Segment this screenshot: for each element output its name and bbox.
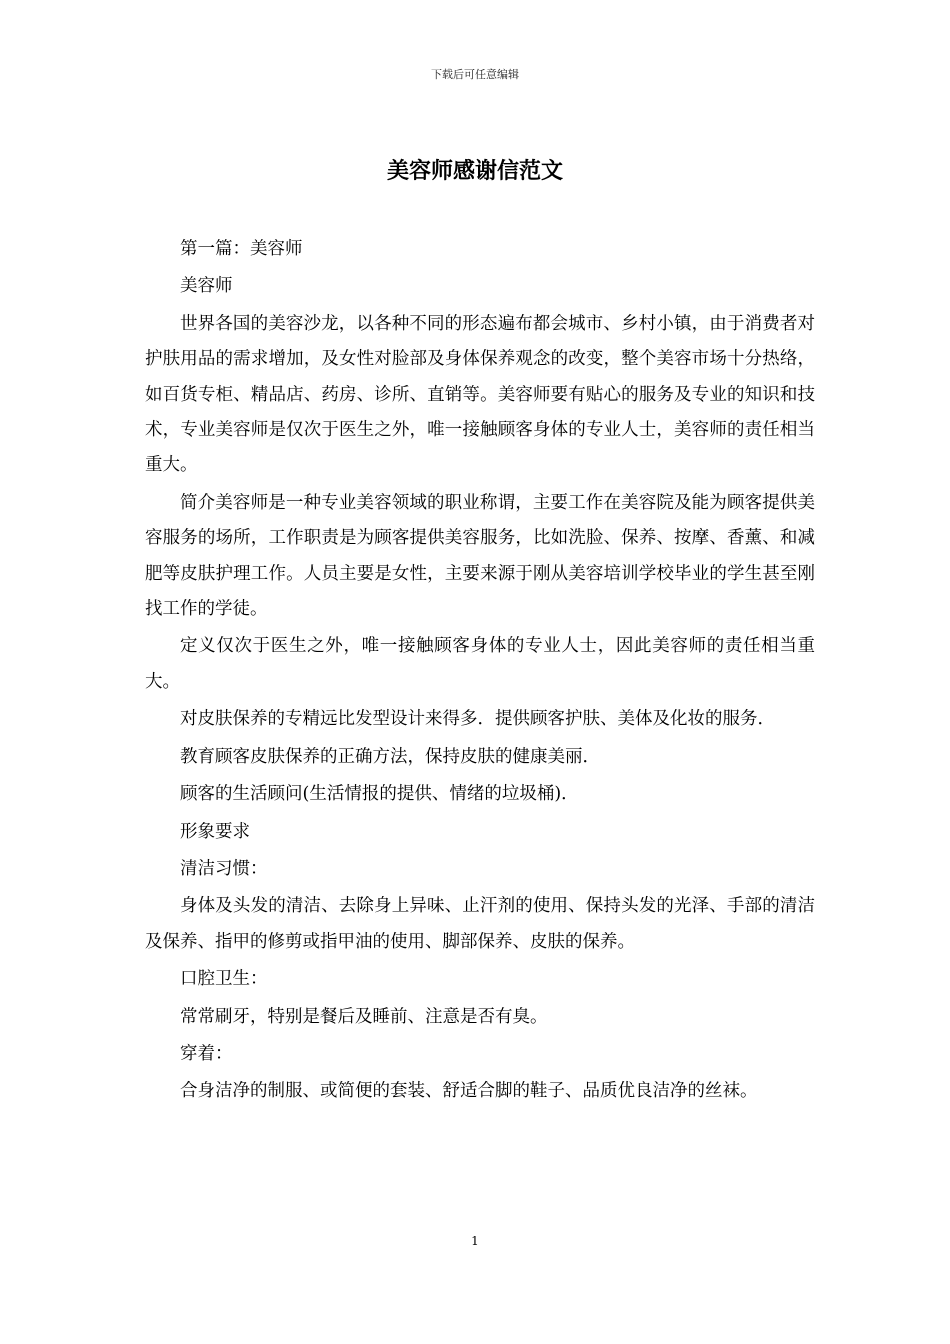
paragraph-attire-heading: 穿着： xyxy=(180,1043,233,1064)
paragraph-subheading: 美容师 xyxy=(180,276,233,297)
paragraph-image-requirements: 形象要求 xyxy=(180,821,250,842)
header-note: 下载后可任意编辑 xyxy=(431,68,519,81)
paragraph-cleanliness-heading: 清洁习惯： xyxy=(180,858,268,879)
paragraph-intro: 世界各国的美容沙龙，以各种不同的形态遍布都会城市、乡村小镇，由于消费者对护肤用品的需求增加，及女性对脸部及身体保养观念的改变，整个美容市场十分热络，如百货专柜、精品店、药房、诊所、直销等。美容师要有贴心的服务及专业的知识和技术，专业美容师是仅次于医生之外，唯一接触顾客身体的专业人士，美容师的责任相当重大。 xyxy=(145,313,815,476)
paragraph-education: 教育顾客皮肤保养的正确方法，保持皮肤的健康美丽． xyxy=(180,746,600,767)
page-number: 1 xyxy=(471,1234,479,1248)
document-body xyxy=(145,232,815,1112)
paragraph-part-heading: 第一篇：美容师 xyxy=(180,239,303,259)
paragraph-skincare: 对皮肤保养的专精远比发型设计来得多．提供顾客护肤、美体及化妆的服务． xyxy=(180,709,775,730)
paragraph-cleanliness-detail: 身体及头发的清洁、去除身上异味、止汗剂的使用、保持头发的光泽、手部的清洁及保养、指甲的修剪或指甲油的使用、脚部保养、皮肤的保养。 xyxy=(145,896,815,952)
paragraph-overview: 简介美容师是一种专业美容领域的职业称谓，主要工作在美容院及能为顾客提供美容服务的场所，工作职责是为顾客提供美容服务，比如洗脸、保养、按摩、香薰、和减肥等皮肤护理工作。人员主要是女性，主要来源于刚从美容培训学校毕业的学生甚至刚找工作的学徒。 xyxy=(145,492,815,620)
paragraph-life-advisor: 顾客的生活顾问(生活情报的提供、情绪的垃圾桶)． xyxy=(180,784,579,805)
paragraph-oral-hygiene-detail: 常常刷牙，特别是餐后及睡前、注意是否有臭。 xyxy=(180,1006,548,1027)
paragraph-attire-detail: 合身洁净的制服、或简便的套装、舒适合脚的鞋子、品质优良洁净的丝袜。 xyxy=(180,1081,758,1102)
document-title: 美容师感谢信范文 xyxy=(386,158,563,184)
paragraph-definition: 定义仅次于医生之外，唯一接触顾客身体的专业人士，因此美容师的责任相当重大。 xyxy=(145,636,815,692)
paragraph-oral-hygiene-heading: 口腔卫生： xyxy=(180,969,268,990)
